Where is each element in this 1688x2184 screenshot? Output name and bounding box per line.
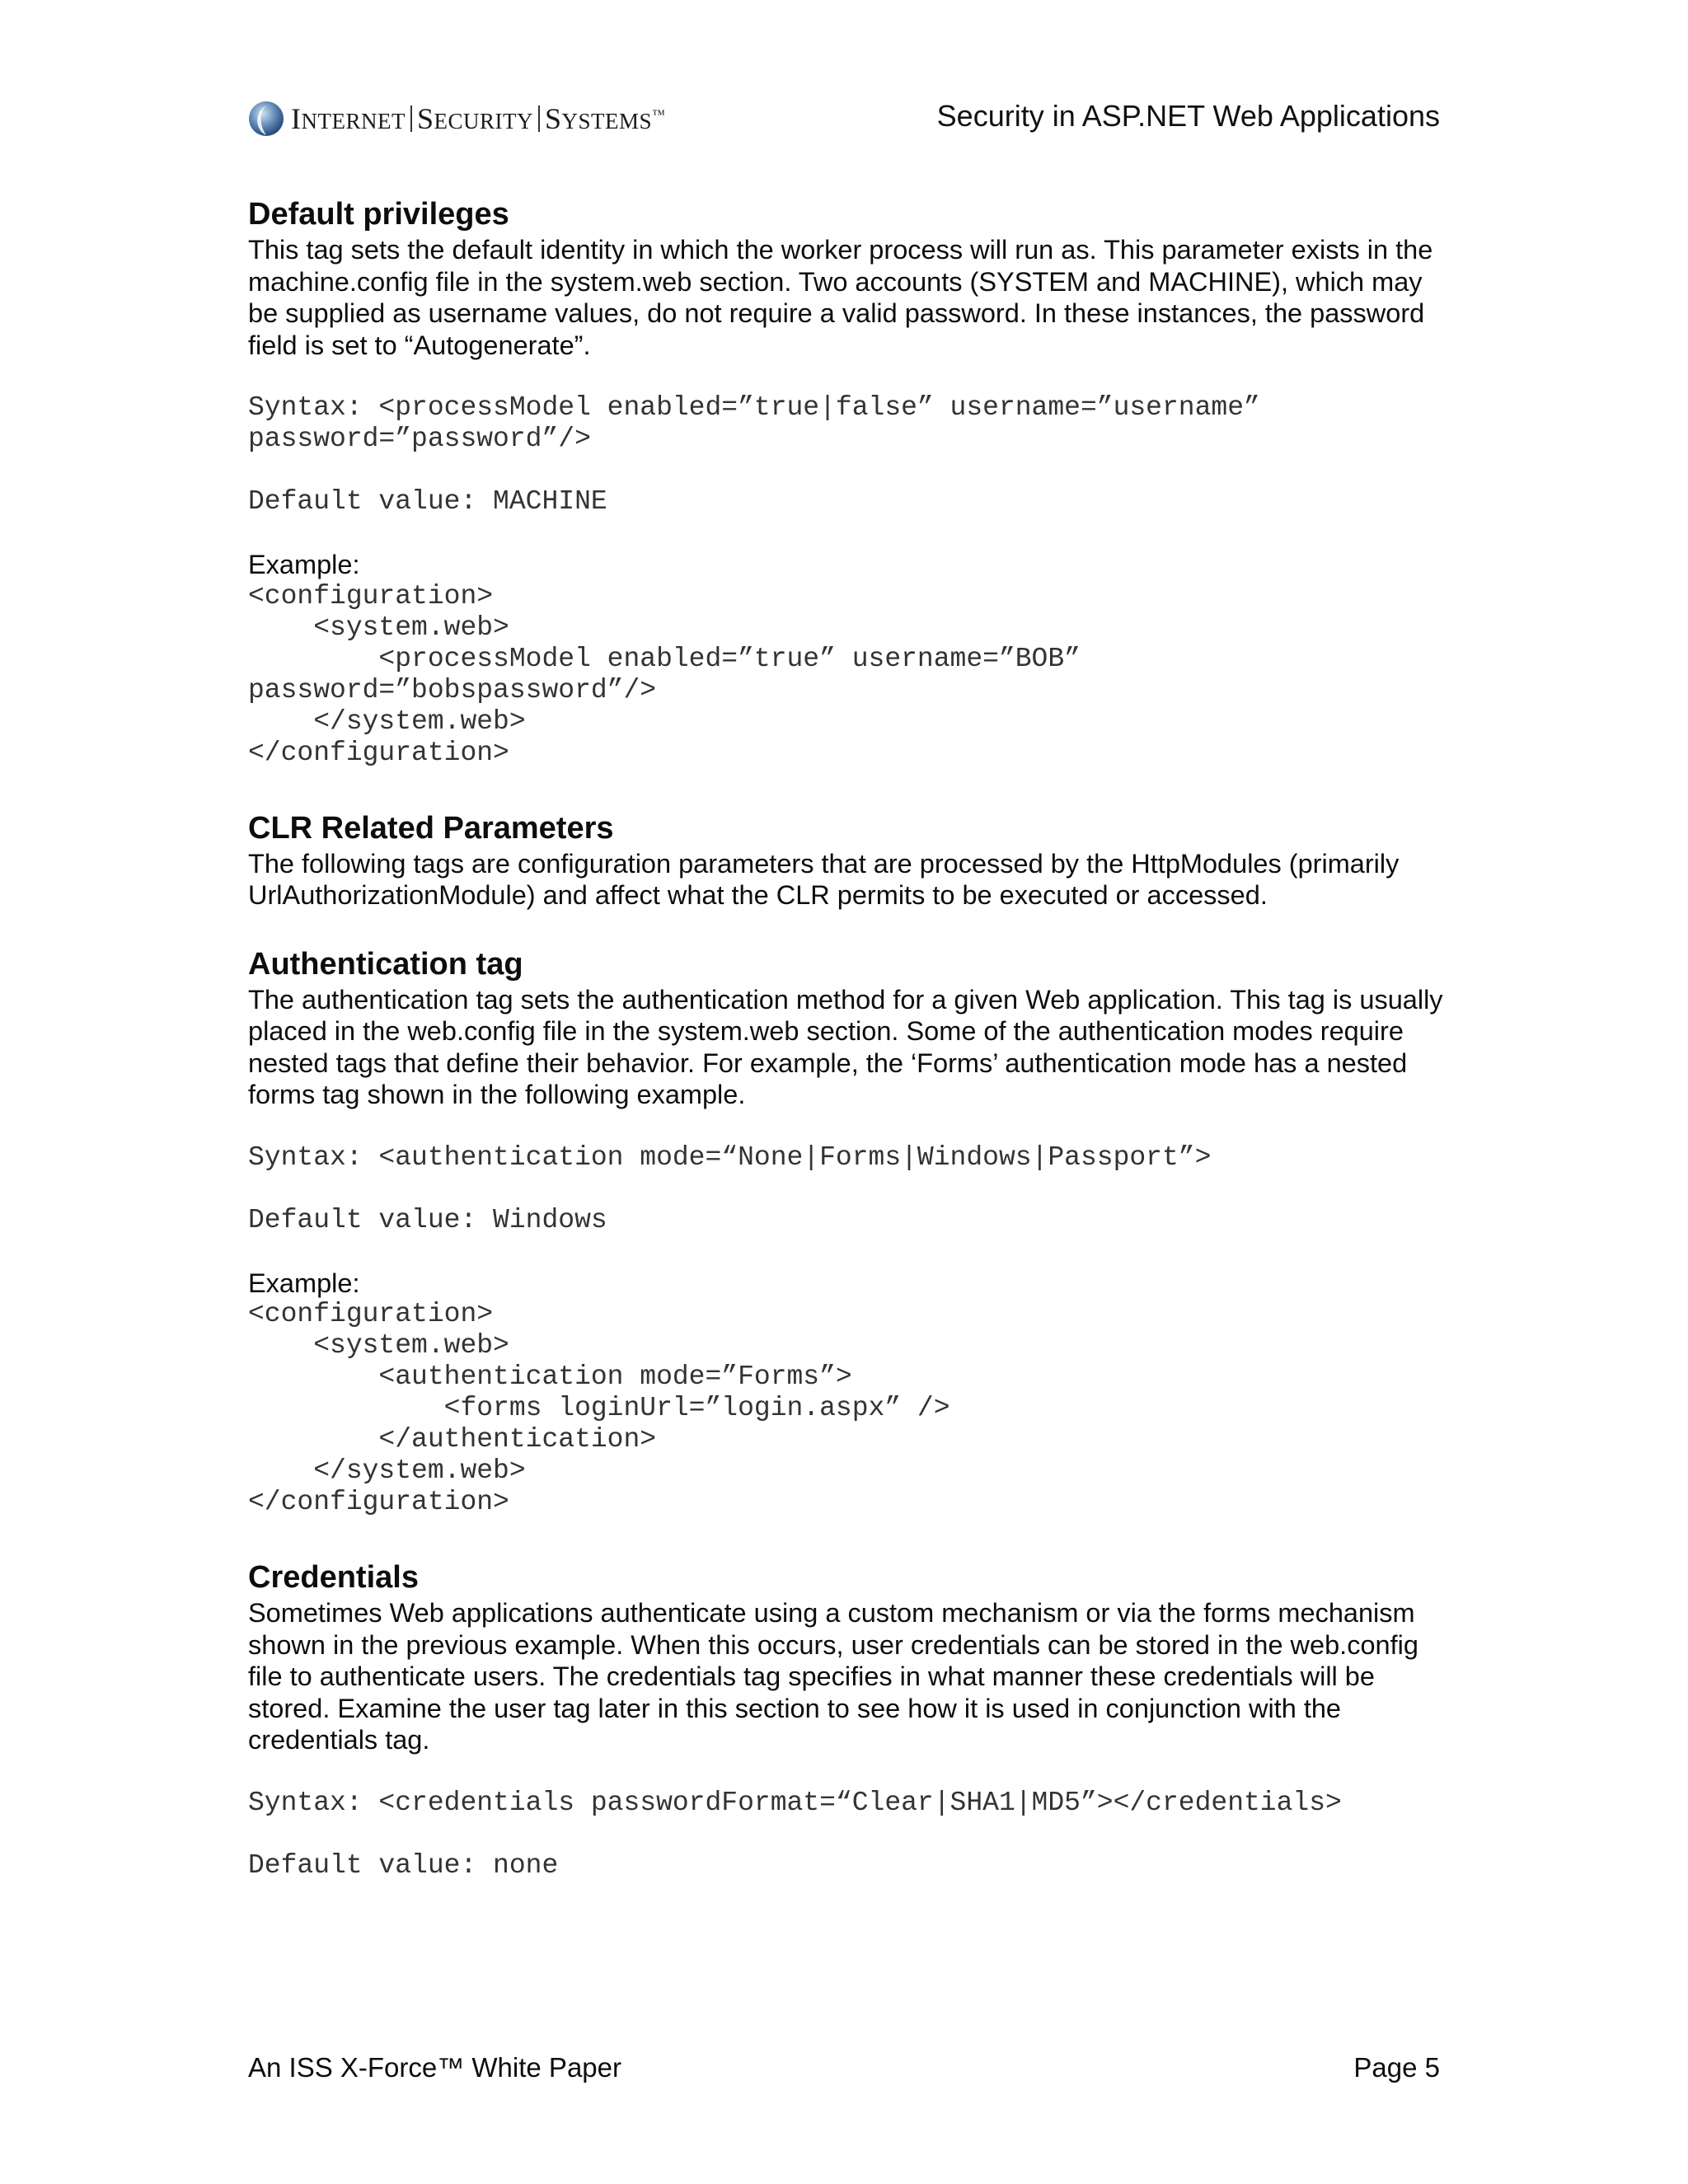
syntax-credentials: Syntax: <credentials passwordFormat=“Clear|SHA1|MD5”></credentials> xyxy=(248,1787,1342,1818)
page-header xyxy=(248,96,1440,142)
iss-logo-icon xyxy=(248,99,284,138)
heading-clr-parameters: CLR Related Parameters xyxy=(248,810,614,846)
example-code-authentication: <configuration> <system.web> <authentication mode=”Forms”> <forms loginUrl=”login.aspx” /> </authentication> </system.web> </configuration> xyxy=(248,1299,950,1517)
paragraph-clr-parameters: The following tags are configuration parameters that are processed by the HttpModules (primarily UrlAuthorizationModule) and affect what the CLR permits to be executed or accessed. xyxy=(248,848,1400,910)
default-value-windows: Default value: Windows xyxy=(248,1204,607,1235)
syntax-authentication: Syntax: <authentication mode=“None|Forms|Windows|Passport”> xyxy=(248,1141,1212,1173)
iss-logo xyxy=(248,97,665,140)
paragraph-default-privileges: This tag sets the default identity in which the worker process will run as. This parameter exists in the machine.config file in the system.web section. Two accounts (SYSTEM and MACHINE), which may be supplied as username values, do not require a valid password. In these instances, the password field is set to “Autogenerate”. xyxy=(248,235,1433,360)
footer-white-paper-label: An ISS X-Force™ White Paper xyxy=(248,2052,621,2083)
syntax-process-model: Syntax: <processModel enabled=”true|false” username=”username” password=”password”/> xyxy=(248,392,1260,454)
heading-credentials: Credentials xyxy=(248,1560,419,1595)
page-content xyxy=(248,194,1451,1882)
paragraph-authentication-tag: The authentication tag sets the authentication method for a given Web application. This tag is usually placed in the web.config file in the system.web section. Some of the authentication modes require nested tags that define their behavior. For example, the ‘Forms’ authentication mode has a nested forms tag shown in the following example. xyxy=(248,984,1443,1109)
example-label: Example: xyxy=(248,550,360,579)
document-title: Security in ASP.NET Web Applications xyxy=(936,99,1440,133)
logo-wordmark: INTERNET SECURITY SYSTEMS™ xyxy=(291,102,666,135)
example-code-process-model: <configuration> <system.web> <processModel enabled=”true” username=”BOB” password=”bobspassword”/> </system.web> </configuration> xyxy=(248,580,1081,768)
footer-page-number: Page 5 xyxy=(1353,2052,1440,2083)
default-value-none: Default value: none xyxy=(248,1849,559,1881)
default-value-machine: Default value: MACHINE xyxy=(248,486,607,517)
heading-authentication-tag: Authentication tag xyxy=(248,946,523,982)
paragraph-credentials: Sometimes Web applications authenticate using a custom mechanism or via the forms mechanism shown in the previous example. When this occurs, user credentials can be stored in the web.config file to authenticate users. The credentials tag specifies in what manner these credentials will be stored. Examine the user tag later in this section to see how it is used in conjunction with the credentials tag. xyxy=(248,1598,1418,1755)
heading-default-privileges: Default privileges xyxy=(248,197,509,232)
example-label: Example: xyxy=(248,1268,360,1298)
